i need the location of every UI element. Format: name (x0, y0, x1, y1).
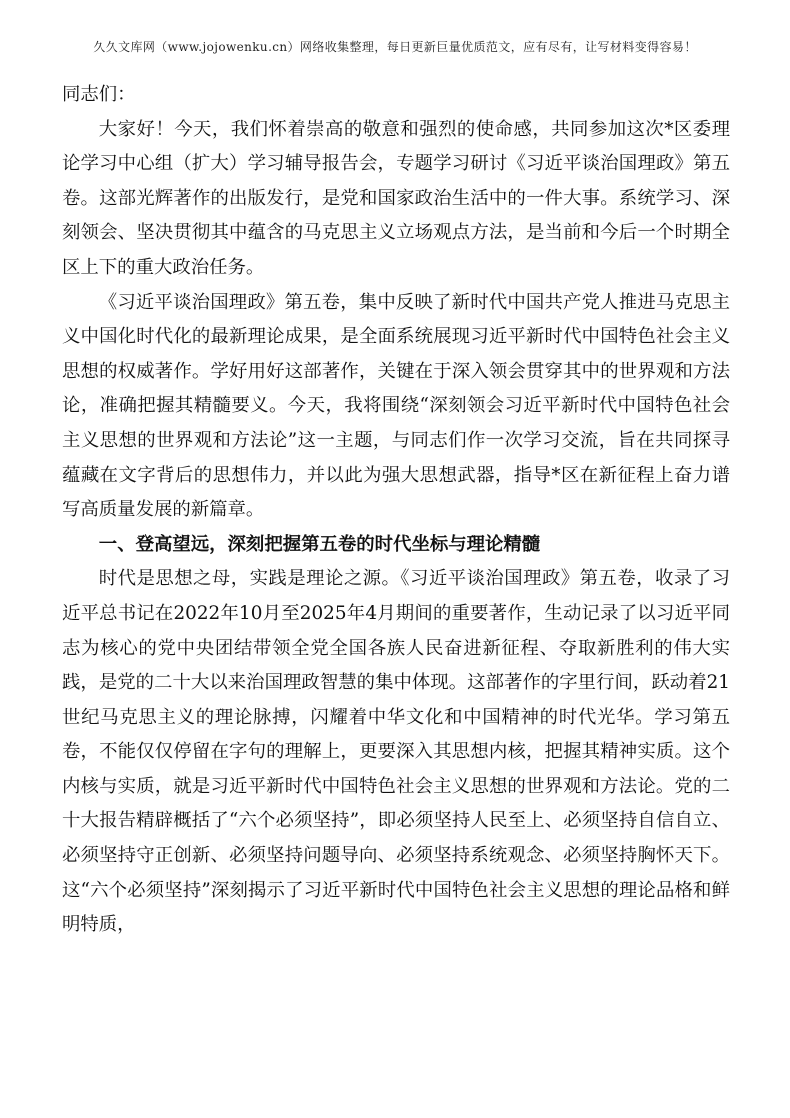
paragraph-introduction: 《习近平谈治国理政》第五卷，集中反映了新时代中国共产党人推进马克思主义中国化时代化的最新理论成果，是全面系统展现习近平新时代中国特色社会主义思想的权威著作。学好用好这部著作，关键在于深入领会贯穿其中的世界观和方法论，准确把握其精髓要义。今天，我将围绕“深刻领会习近平新时代中国特色社会主义思想的世界观和方法论”这一主题，与同志们作一次学习交流，旨在共同探寻蕴藏在文字背后的思想伟力，并以此为强大思想武器，指导*区在新征程上奋力谱写高质量发展的新篇章。 (62, 291, 730, 521)
document-body (62, 78, 730, 943)
salutation: 同志们： (62, 84, 136, 105)
site-banner: 久久文库网（www.jojowenku.cn）网络收集整理，每日更新巨量优质范文，应有尽有，让写材料变得容易！ (93, 40, 697, 54)
section-heading: 一、登高望远，深刻把握第五卷的时代坐标与理论精髓 (98, 533, 541, 555)
paragraph-opening: 大家好！今天，我们怀着崇高的敬意和强烈的使命感，共同参加这次*区委理论学习中心组（扩大）学习辅导报告会，专题学习研讨《习近平谈治国理政》第五卷。这部光辉著作的出版发行，是党和国家政治生活中的一件大事。系统学习、深刻领会、坚决贯彻其中蕴含的马克思主义立场观点方法，是当前和今后一个时期全区上下的重大政治任务。 (62, 118, 730, 278)
paragraph-section-one: 时代是思想之母，实践是理论之源。《习近平谈治国理政》第五卷，收录了习近平总书记在2022年10月至2025年4月期间的重要著作，生动记录了以习近平同志为核心的党中央团结带领全党全国各族人民奋进新征程、夺取新胜利的伟大实践，是党的二十大以来治国理政智慧的集中体现。这部著作的字里行间，跃动着21世纪马克思主义的理论脉搏，闪耀着中华文化和中国精神的时代光华。学习第五卷，不能仅仅停留在字句的理解上，更要深入其思想内核，把握其精神实质。这个内核与实质，就是习近平新时代中国特色社会主义思想的世界观和方法论。党的二十大报告精辟概括了“六个必须坚持”，即必须坚持人民至上、必须坚持自信自立、必须坚持守正创新、必须坚持问题导向、必须坚持系统观念、必须坚持胸怀天下。这“六个必须坚持”深刻揭示了习近平新时代中国特色社会主义思想的理论品格和鲜明特质， (62, 568, 730, 936)
